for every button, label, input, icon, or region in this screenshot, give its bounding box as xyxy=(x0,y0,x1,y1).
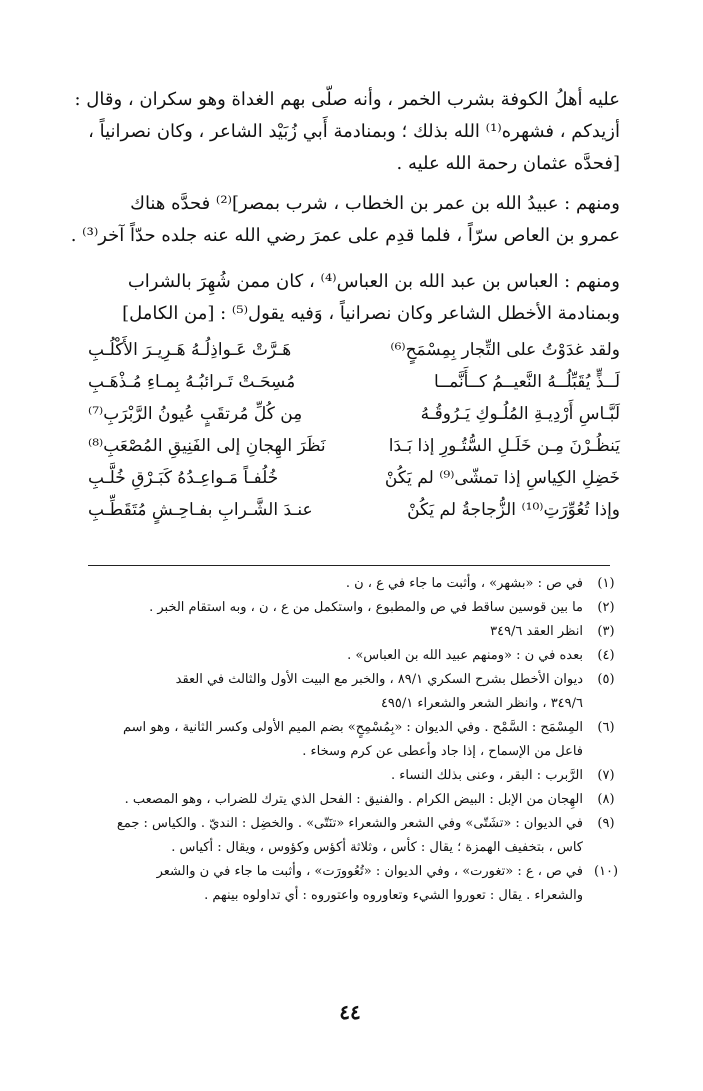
footnote-number: (٣) xyxy=(597,624,615,639)
footnote-number: (٦) xyxy=(597,720,615,735)
verse-second-hemistich: مُسِحَـتْ تَـرائبُـهُ بِمـاءِ مُـذْهَـبِ xyxy=(88,372,296,392)
footnote xyxy=(90,620,625,644)
verse-first-hemistich: خَضِلِ الكِياسِ إذا تمشّى⁽⁹⁾ لم يَكُنْ xyxy=(384,468,620,488)
footnote xyxy=(90,668,625,716)
footnote-text: انظر العقد ٣٤٩/٦ xyxy=(490,624,583,639)
footnote-number: (٨) xyxy=(597,792,615,807)
verse-second-hemistich: هَـرَّتْ عَـواذِلُـهُ هَـرِيـرَ الأَكْلُـبِ xyxy=(88,340,292,360)
text-line: أزيدكم ، فشهره⁽¹⁾ الله بذلك ؛ وبمنادمة أَبي زُبَيْد الشاعر ، وكان نصرانياً ، xyxy=(88,121,620,142)
footnote-text: والشعراء . يقال : تعوروا الشيء وتعاوروه واعتوروه : أي تداولوه بينهم . xyxy=(204,888,583,903)
verse-first-hemistich: وإذا تُعُوِّرَتِ⁽¹⁰⁾ الزُّجاجةُ لم يَكُنْ xyxy=(407,500,620,520)
footnote xyxy=(90,596,625,620)
text-line: ومنهم : العباس بن عبد الله بن العباس⁽⁴⁾ ، كان ممن شُهِرَ بالشراب xyxy=(127,271,620,292)
text-line: [فحدَّه عثمان رحمة الله عليه . xyxy=(396,153,620,174)
verse xyxy=(88,462,620,494)
verse-second-hemistich: خُلُفـاً مَـواعِـدُهُ كَبَـرْقِ خُلَّـبِ xyxy=(88,468,279,488)
verse-first-hemistich: ولقد غدَوْتُ على التِّجار بِمِسْمَحٍ⁽⁶⁾ xyxy=(390,340,620,360)
footnotes xyxy=(90,572,625,908)
poem xyxy=(88,334,620,526)
footnote xyxy=(90,812,625,860)
footnote-number: (١) xyxy=(597,576,615,591)
footnote-number: (٢) xyxy=(597,600,615,615)
footnote-number: (٥) xyxy=(597,672,615,687)
footnote xyxy=(90,644,625,668)
footnote-text: في ص ، ع : «تغورت» ، وفي الديوان : «تُعُوورَت» ، وأثبت ما جاء في ن والشعر xyxy=(156,864,583,879)
verse-first-hemistich: لَبَّـاسِ أَرْدِيـةِ المُلُـوكِ يَـرُوقُـهُ xyxy=(420,404,620,424)
footnote-number: (٧) xyxy=(597,768,615,783)
footnote-text: ٣٤٩/٦ ، وانظر الشعر والشعراء ٤٩٥/١ xyxy=(380,696,583,711)
footnote-text: ما بين قوسين ساقط في ص والمطبوع ، واستكمل من ع ، ن ، وبه استقام الخبر . xyxy=(149,600,583,615)
paragraph-abbas xyxy=(90,266,620,330)
verse-second-hemistich: عنـدَ الشَّـرابِ بفـاحِـشٍ مُتَقَطِّـبِ xyxy=(88,500,313,520)
footnote xyxy=(90,860,625,908)
paragraph-walid xyxy=(74,84,620,180)
footnote-text: فاعل من الإسماح ، إذا جاد وأعطى عن كرم وسخاء . xyxy=(302,744,583,759)
verse-first-hemistich: لَــذٍّ يُقَبِّلُــهُ النَّعيــمُ كــأَنَّمــا xyxy=(433,372,620,392)
footnote-text: الهِجان من الإبل : البيض الكرام . والفنيق : الفحل الذي يترك للضراب ، وهو المصعب . xyxy=(124,792,583,807)
verse xyxy=(88,398,620,430)
footnote-number: (٩) xyxy=(597,816,615,831)
footnote-text: ديوان الأخطل بشرح السكري ٨٩/١ ، والخبر مع البيت الأول والثالث في العقد xyxy=(175,672,583,687)
verse xyxy=(88,366,620,398)
text-line: وبمنادمة الأخطل الشاعر وكان نصرانياً ، وَفيه يقول⁽⁵⁾ : [من الكامل] xyxy=(122,303,620,324)
footnote xyxy=(90,788,625,812)
footnote-text: بعده في ن : «ومنهم عبيد الله بن العباس» . xyxy=(347,648,583,663)
footnote-divider xyxy=(88,565,610,566)
text-line: ومنهم : عبيدُ الله بن عمر بن الخطاب ، شرب بمصر]⁽²⁾ فحدَّه هناك xyxy=(130,193,620,214)
verse-second-hemistich: نَظَرَ الهِجانِ إلى الفَنِيقِ المُصْعَبِ⁽⁸⁾ xyxy=(88,436,326,456)
page-number: ٤٤ xyxy=(339,1000,361,1024)
footnote-number: (٤) xyxy=(597,648,615,663)
paragraph-ubaydullah xyxy=(70,188,620,252)
verse-first-hemistich: يَنظُـرْنَ مِـن خَلَـلِ السُّتُـورِ إذا بَـدَا xyxy=(388,436,620,456)
footnote-text: المِسْمَح : السَّمْح . وفي الديوان : «بِمُسْمِحٍ» بضم الميم الأولى وكسر الثانية ، وهو اسم xyxy=(122,720,583,735)
verse xyxy=(88,494,620,526)
footnote-text: في ص : «بشهر» ، وأثبت ما جاء في ع ، ن . xyxy=(345,576,583,591)
footnote xyxy=(90,572,625,596)
footnote-text: في الديوان : «تشَتّى» وفي الشعر والشعراء «تنَتّى» . والخضِل : النديّ . والكياس : جمع xyxy=(116,816,583,831)
text-line: عليه أهلُ الكوفة بشرب الخمر ، وأنه صلّى بهم الغداة وهو سكران ، وقال : xyxy=(74,89,620,110)
footnote-number: (١٠) xyxy=(593,864,619,879)
verse-second-hemistich: مِن كُلِّ مُرتقَبٍ عُيونُ الرَّبْرَبِ⁽⁷⁾ xyxy=(88,404,303,424)
footnote-text: كاس ، بتخفيف الهمزة ؛ يقال : كأس ، وثلاثة أكؤس وكؤوس ، ويقال : أكياس . xyxy=(171,840,583,855)
verse xyxy=(88,334,620,366)
verse xyxy=(88,430,620,462)
text-line: عمرو بن العاص سرّاً ، فلما قدِم على عمرَ رضي الله عنه جلده حدّاً آخر⁽³⁾ . xyxy=(70,225,620,246)
footnote xyxy=(90,716,625,764)
footnote xyxy=(90,764,625,788)
footnote-text: الرَّبرب : البقر ، وعنى بذلك النساء . xyxy=(391,768,583,783)
